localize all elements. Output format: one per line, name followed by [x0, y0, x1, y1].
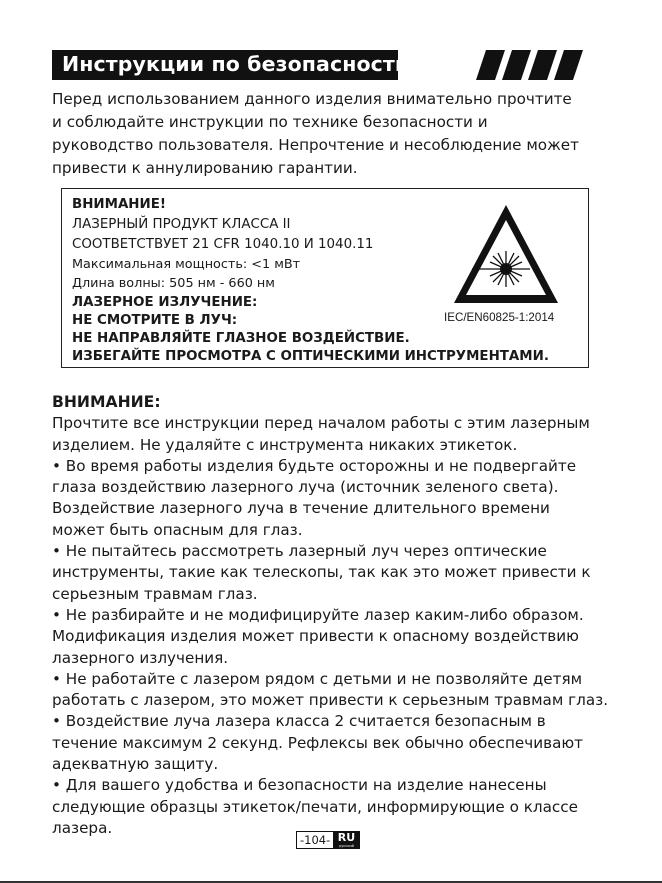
body-line: работать с лазером, это может привести к серьезным травмам глаз.	[52, 691, 609, 710]
standard-reference: IEC/EN60825-1:2014	[444, 311, 555, 324]
section-title-bar	[52, 50, 607, 80]
language-badge	[333, 831, 360, 849]
body-line: лазерного излучения.	[52, 648, 229, 667]
intro-line: руководство пользователя. Непрочтение и несоблюдение может	[52, 136, 579, 154]
body-line: изделием. Не удаляйте с инструмента никаких этикеток.	[52, 435, 518, 454]
body-line: Прочтите все инструкции перед началом работы с этим лазерным	[52, 414, 590, 433]
body-line: адекватную защиту.	[52, 755, 219, 774]
body-line: • Для вашего удобства и безопасности на изделие нанесены	[52, 776, 547, 795]
body-line: лазера.	[52, 818, 113, 837]
intro-line: Перед использованием данного изделия внимательно прочтите	[52, 90, 572, 108]
body-line: • Воздействие луча лазера класса 2 считается безопасным в	[52, 712, 546, 731]
body-line: может быть опасным для глаз.	[52, 520, 303, 539]
body-line: следующие образцы этикеток/печати, информирующие о классе	[52, 797, 578, 816]
warning-line: НЕ СМОТРИТЕ В ЛУЧ:	[72, 313, 238, 328]
body-line: инструменты, такие как телескопы, так как это может привести к	[52, 563, 591, 582]
title-background	[52, 50, 410, 80]
body-line: • Не пытайтесь рассмотреть лазерный луч через оптические	[52, 542, 547, 561]
intro-paragraph	[52, 88, 612, 180]
title-stripes-decoration	[462, 50, 607, 80]
body-line: серьезным травмам глаз.	[52, 584, 258, 603]
body-line: • Во время работы изделия будьте осторожны и не подвергайте	[52, 456, 577, 475]
intro-line: и соблюдайте инструкции по технике безопасности и	[52, 113, 488, 131]
page-number: -104-	[296, 831, 334, 849]
body-line: Модификация изделия может привести к опасному воздействию	[52, 627, 579, 646]
warning-line: Длина волны: 505 нм - 660 нм	[72, 276, 275, 291]
intro-line: привести к аннулированию гарантии.	[52, 159, 358, 177]
language-code: RU	[337, 831, 356, 844]
warning-line: ЛАЗЕРНОЕ ИЗЛУЧЕНИЕ:	[72, 295, 258, 310]
body-line: глаза воздействию лазерного луча (источник зеленого света).	[52, 478, 559, 497]
warning-line: Максимальная мощность: <1 мВт	[72, 257, 301, 272]
warning-line: ИЗБЕГАЙТЕ ПРОСМОТРА С ОПТИЧЕСКИМИ ИНСТРУМЕНТАМИ.	[72, 349, 549, 364]
warning-line: СООТВЕТСТВУЕТ 21 CFR 1040.10 И 1040.11	[72, 237, 374, 252]
body-line: течение максимум 2 секунд. Рефлексы век обычно обеспечивают	[52, 733, 584, 752]
warning-line: ЛАЗЕРНЫЙ ПРОДУКТ КЛАССА II	[72, 217, 291, 232]
warning-line: ВНИМАНИЕ!	[72, 197, 166, 212]
caution-section	[52, 392, 612, 839]
body-line: Воздействие лазерного луча в течение длительного времени	[52, 499, 550, 518]
laser-warning-label	[61, 188, 589, 368]
warning-line: НЕ НАПРАВЛЯЙТЕ ГЛАЗНОЕ ВОЗДЕЙСТВИЕ.	[72, 331, 410, 346]
page-title: Инструкции по безопасности	[62, 52, 410, 76]
body-line: • Не разбирайте и не модифицируйте лазер каким-либо образом.	[52, 605, 584, 624]
laser-warning-icon	[452, 203, 560, 307]
caution-heading: ВНИМАНИЕ:	[52, 393, 161, 411]
body-line: • Не работайте с лазером рядом с детьми и не позволяйте детям	[52, 669, 583, 688]
language-name: русский	[339, 844, 354, 848]
